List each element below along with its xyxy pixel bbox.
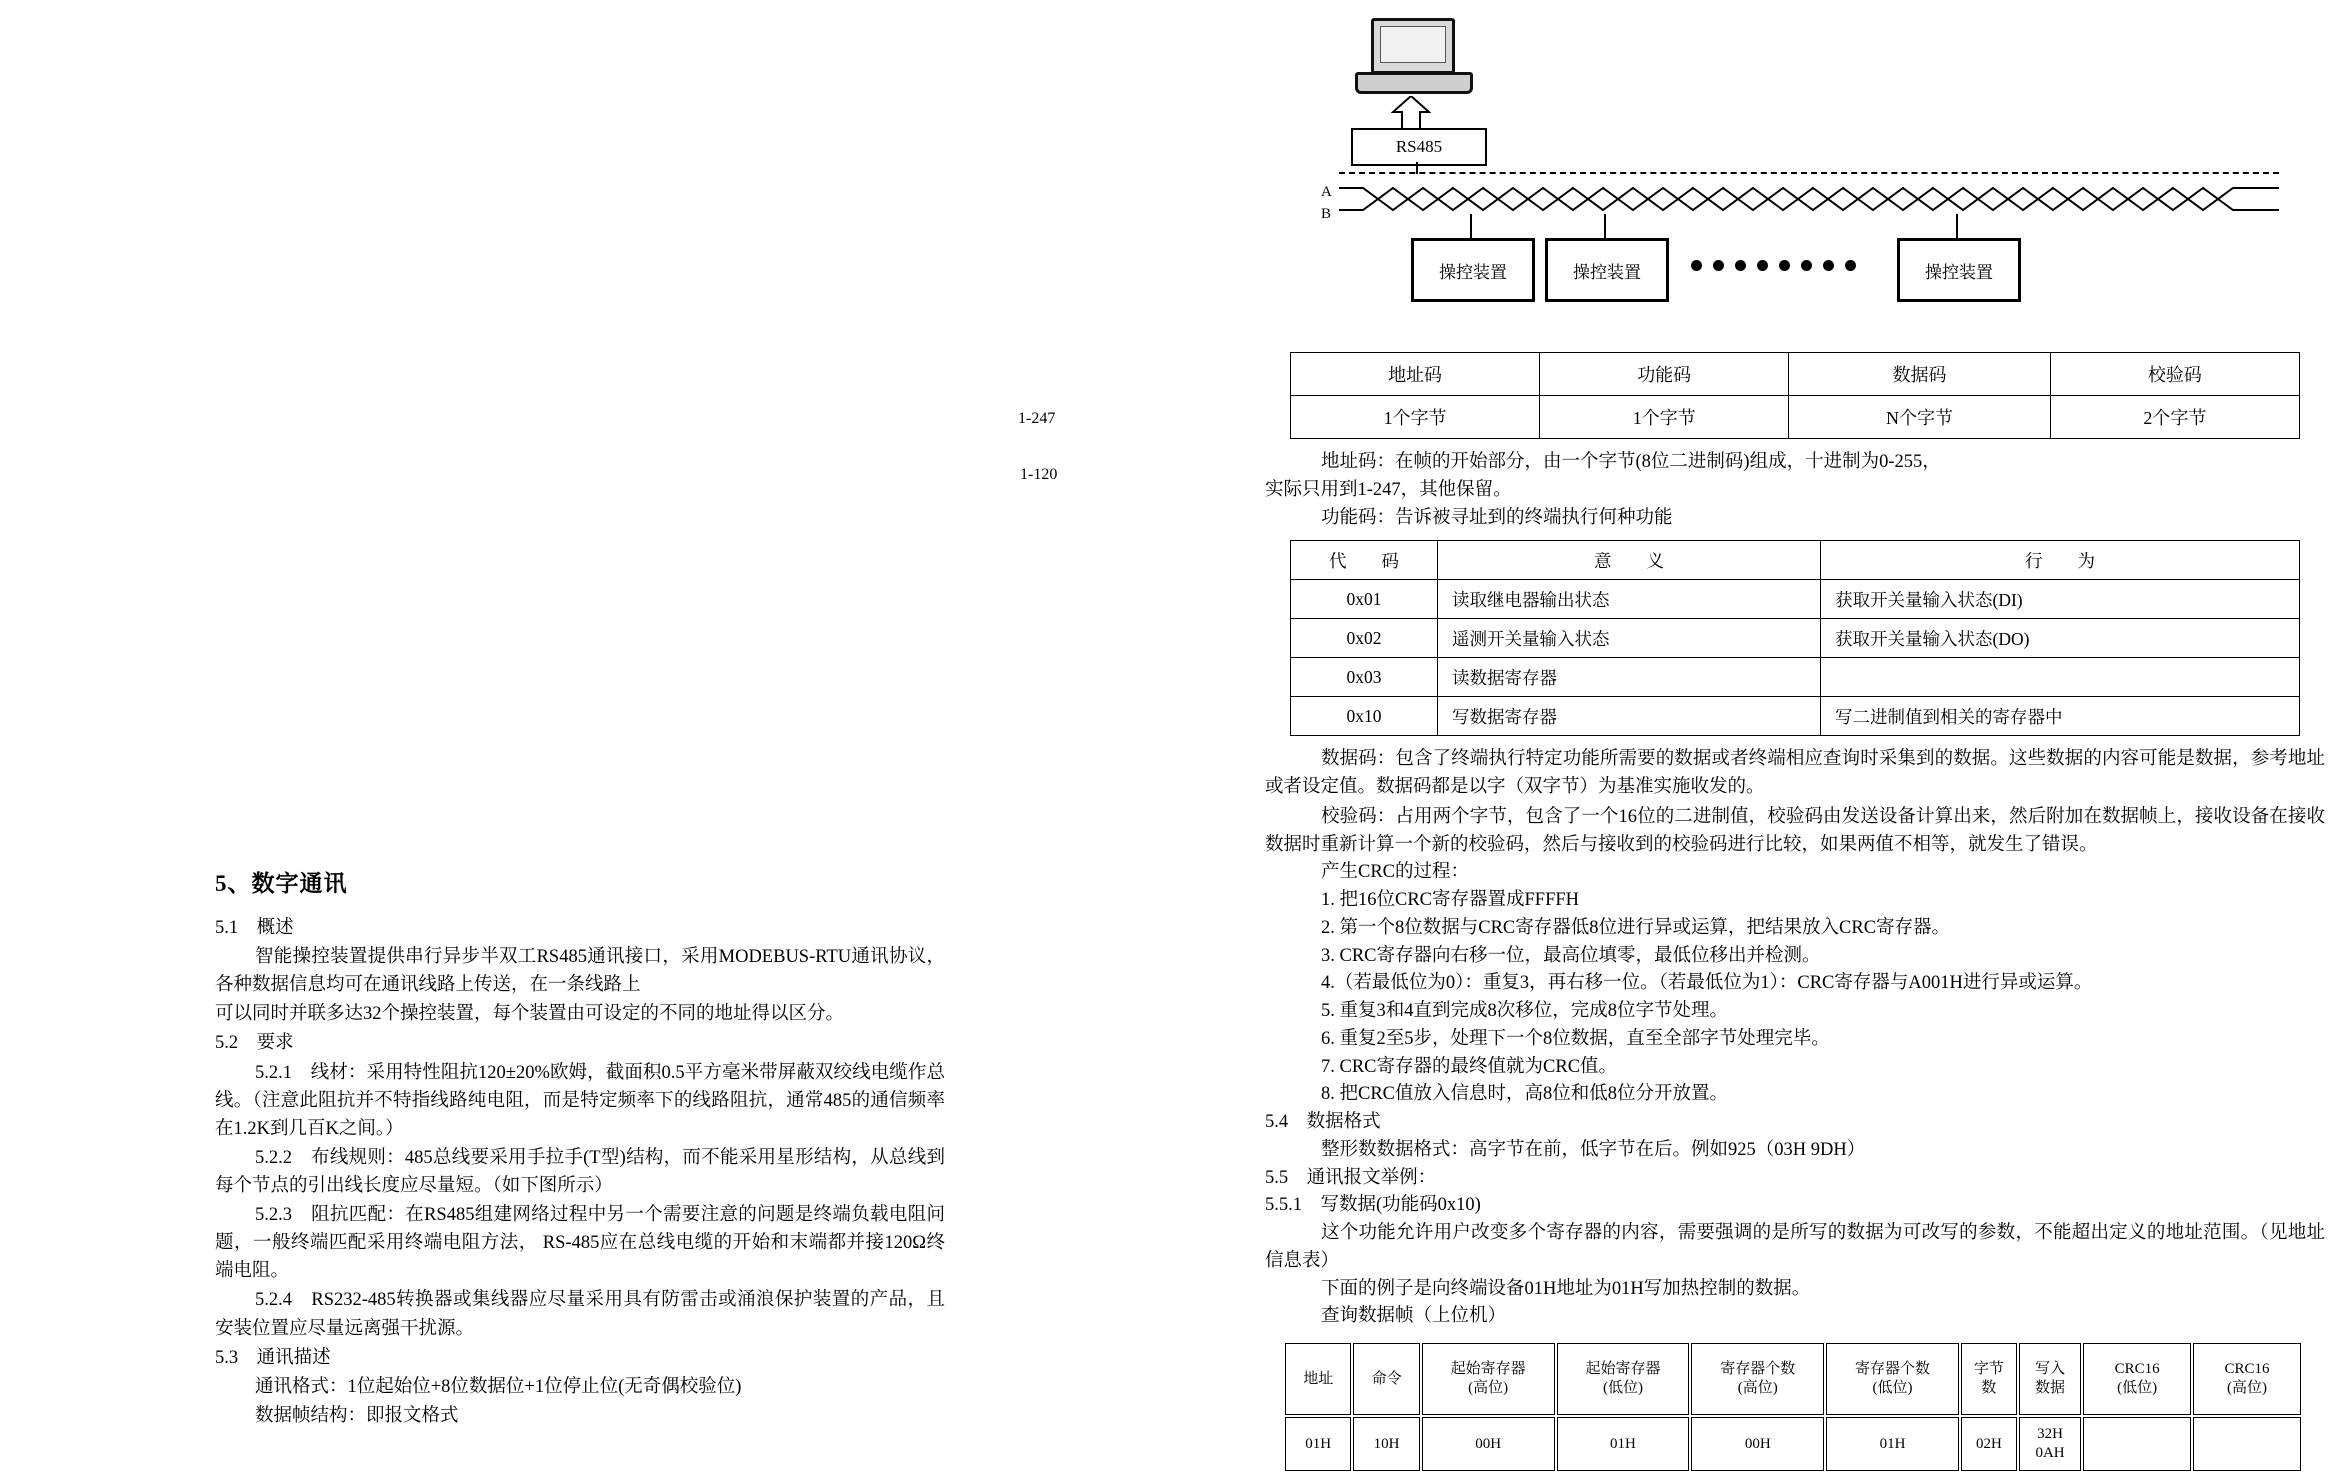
device-box-3: [1897, 238, 2021, 302]
msg-header-4: 寄存器个数 (高位): [1691, 1343, 1824, 1415]
example-title: 5.5 通讯报文举例：: [1265, 1167, 1437, 1188]
msg-value-8: [2083, 1417, 2191, 1471]
code-header-2: 行 为: [1821, 541, 2300, 580]
device-box-1: [1411, 238, 1535, 302]
table-row: [1285, 1343, 2301, 1415]
msg-value-7: 32H 0AH: [2019, 1417, 2081, 1471]
right-content-column: [1265, 0, 2325, 1473]
example-paragraph-1: 这个功能允许用户改变多个寄存器的内容，需要强调的是所写的数据为可改写的参数，不能超出定义的地址范围。（见地址信息表）: [1265, 1223, 2325, 1271]
paragraph-overview-heading: 5.1 概述: [215, 918, 294, 938]
code-header-0: 代 码: [1291, 541, 1438, 580]
msg-value-3: 01H: [1557, 1417, 1690, 1471]
paragraph-overview-1: 智能操控装置提供串行异步半双工RS485通讯接口，采用MODEBUS-RTU通讯协议，各种数据信息均可在通讯线路上传送，在一条线路上: [215, 947, 945, 996]
code-cell-2-1: 读数据寄存器: [1438, 658, 1821, 697]
function-code-table: [1290, 540, 2300, 736]
crc-process-title: 产生CRC的过程：: [1321, 862, 1470, 883]
msg-header-6: 字节 数: [1961, 1343, 2017, 1415]
device-label-3: 操控装置: [1925, 262, 1993, 282]
device-stem-1: [1470, 214, 1472, 238]
device-stem-3: [1956, 214, 1958, 238]
crc-step-8: 8. 把CRC值放入信息时，高8位和低8位分开放置。: [1321, 1084, 1729, 1105]
frame-value-0: 1个字节: [1291, 396, 1540, 439]
msg-header-5: 寄存器个数 (低位): [1826, 1343, 1959, 1415]
msg-value-1: 10H: [1353, 1417, 1419, 1471]
paragraph-req-523: 5.2.3 阻抗匹配：在RS485组建网络过程中另一个需要注意的问题是终端负载电阻问题，一般终端匹配采用终端电阻方法， RS-485应在总线电缆的开始和末端都并接120Ω终端电阻。: [215, 1205, 945, 1282]
table-row: [1285, 1417, 2301, 1471]
code-cell-3-2: 写二进制值到相关的寄存器中: [1821, 697, 2300, 736]
address-code-line1: 地址码：在帧的开始部分，由一个字节(8位二进制码)组成，十进制为0-255，: [1321, 452, 1941, 472]
device-box-2: [1545, 238, 1669, 302]
computer-base: [1355, 72, 1473, 94]
margin-note-address-range: 1-247: [1018, 410, 1056, 427]
code-cell-1-1: 遥测开关量输入状态: [1438, 619, 1821, 658]
frame-value-2: N个字节: [1789, 396, 2051, 439]
device-row: [1339, 238, 2279, 308]
frame-header-0: 地址码: [1291, 353, 1540, 396]
msg-value-0: 01H: [1285, 1417, 1351, 1471]
code-cell-3-1: 写数据寄存器: [1438, 697, 1821, 736]
ab-line-labels: [1321, 182, 1332, 226]
paragraph-comm-desc-heading: 5.3 通讯描述: [215, 1347, 331, 1368]
paragraph-requirements-heading: 5.2 要求: [215, 1033, 294, 1054]
line-a-label: A: [1321, 184, 1332, 200]
left-text-column: [215, 865, 945, 1430]
code-cell-0-1: 读取继电器输出状态: [1438, 580, 1821, 619]
msg-header-7: 写入 数据: [2019, 1343, 2081, 1415]
code-cell-2-0: 0x03: [1291, 658, 1438, 697]
paragraph-req-524: 5.2.4 RS232-485转换器或集线器应尽量采用具有防雷击或涌浪保护装置的产品，且安装位置应尽量远离强干扰源。: [215, 1290, 945, 1339]
crc-step-7: 7. CRC寄存器的最终值就为CRC值。: [1321, 1056, 1618, 1077]
crc-step-1: 1. 把16位CRC寄存器置成FFFFH: [1321, 890, 1580, 910]
frame-value-3: 2个字节: [2050, 396, 2299, 439]
table-row: [1291, 619, 2300, 658]
msg-value-2: 00H: [1422, 1417, 1555, 1471]
paragraph-overview-2: 可以同时并联多达32个操控装置，每个装置由可设定的不同的地址得以区分。: [215, 1004, 845, 1025]
address-code-line2: 实际只用到1-247，其他保留。: [1265, 479, 1512, 500]
monitor-screen: [1371, 18, 1455, 74]
device-label-2: 操控装置: [1573, 262, 1641, 282]
crc-step-6: 6. 重复2至5步，处理下一个8位数据，直至全部字节处理完毕。: [1321, 1028, 1830, 1049]
msg-header-2: 起始寄存器 (高位): [1422, 1343, 1555, 1415]
paragraph-frame-structure: 数据帧结构：即报文格式: [255, 1405, 459, 1426]
function-code-line: 功能码：告诉被寻址到的终端执行何种功能: [1321, 507, 1673, 528]
device-stem-2: [1604, 214, 1606, 238]
computer-icon: [1355, 18, 1467, 94]
msg-header-0: 地址: [1285, 1343, 1351, 1415]
frame-structure-table: [1290, 352, 2300, 439]
crc-step-5: 5. 重复3和4直到完成8次移位，完成8位字节处理。: [1321, 1001, 1729, 1021]
code-cell-3-0: 0x10: [1291, 697, 1438, 736]
frame-header-2: 数据码: [1789, 353, 2051, 396]
frame-value-1: 1个字节: [1540, 396, 1789, 439]
frame-header-1: 功能码: [1540, 353, 1789, 396]
data-code-paragraph: 数据码：包含了终端执行特定功能所需要的数据或者终端相应查询时采集到的数据。这些数据的内容可能是数据，参考地址或者设定值。数据码都是以字（双字节）为基准实施收发的。: [1265, 749, 2325, 797]
crc-step-4: 4.（若最低位为0）：重复3，再右移一位。（若最低位为1）：CRC寄存器与A001H进行异或运算。: [1321, 973, 2093, 994]
paragraph-comm-format: 通讯格式：1位起始位+8位数据位+1位停止位(无奇偶校验位): [255, 1376, 742, 1397]
crc-paragraph: 校验码：占用两个字节，包含了一个16位的二进制值，校验码由发送设备计算出来，然后附加在数据帧上，接收设备在接收数据时重新计算一个新的校验码，然后与接收到的校验码进行比较，如果两值不相等，就发生了错误。: [1265, 806, 2325, 855]
table-row: [1291, 541, 2300, 580]
msg-header-9: CRC16 (高位): [2193, 1343, 2301, 1415]
table-row: [1291, 658, 2300, 697]
example-paragraph-3: 查询数据帧（上位机）: [1321, 1306, 1507, 1327]
msg-header-1: 命令: [1353, 1343, 1419, 1415]
margin-note-data-range: 1-120: [1020, 466, 1058, 483]
code-cell-2-2: [1821, 658, 2300, 697]
crc-step-3: 3. CRC寄存器向右移一位，最高位填零，最低位移出并检测。: [1321, 945, 1821, 966]
code-cell-0-2: 获取开关量输入状态(DI): [1821, 580, 2300, 619]
code-cell-1-2: 获取开关量输入状态(DO): [1821, 619, 2300, 658]
code-cell-1-0: 0x02: [1291, 619, 1438, 658]
msg-value-6: 02H: [1961, 1417, 2017, 1471]
example-paragraph-2: 下面的例子是向终端设备01H地址为01H写加热控制的数据。: [1321, 1278, 1811, 1299]
crc-step-2: 2. 第一个8位数据与CRC寄存器低8位进行异或运算，把结果放入CRC寄存器。: [1321, 917, 1951, 938]
paragraph-req-522: 5.2.2 布线规则：485总线要采用手拉手(T型)结构，而不能采用星形结构，从总线到每个节点的引出线长度应尽量短。（如下图所示）: [215, 1147, 945, 1196]
msg-header-8: CRC16 (低位): [2083, 1343, 2191, 1415]
table-row: [1291, 353, 2300, 396]
rs485-network-diagram: [1265, 0, 2325, 352]
data-format-line: 整形数数据格式：高字节在前，低字节在后。例如925（03H 9DH）: [1321, 1139, 1866, 1160]
table-row: [1291, 580, 2300, 619]
bus-dashed-line: [1339, 172, 2279, 174]
ellipsis-dots: [1691, 260, 1856, 271]
twisted-pair-graphic: [1339, 182, 2279, 216]
rs485-converter-box: [1351, 128, 1487, 166]
code-header-1: 意 义: [1438, 541, 1821, 580]
example-subtitle: 5.5.1 写数据(功能码0x10): [1265, 1195, 1481, 1216]
rs485-label: RS485: [1395, 137, 1443, 156]
table-row: [1291, 396, 2300, 439]
msg-value-4: 00H: [1691, 1417, 1824, 1471]
code-cell-0-0: 0x01: [1291, 580, 1438, 619]
data-format-title: 5.4 数据格式: [1265, 1112, 1381, 1132]
table-row: [1291, 697, 2300, 736]
query-frame-table: [1283, 1341, 2303, 1473]
line-b-label: B: [1321, 205, 1332, 222]
frame-header-3: 校验码: [2050, 353, 2299, 396]
msg-value-5: 01H: [1826, 1417, 1959, 1471]
msg-header-3: 起始寄存器 (低位): [1557, 1343, 1690, 1415]
paragraph-req-521: 5.2.1 线材：采用特性阻抗120±20%欧姆，截面积0.5平方毫米带屏蔽双绞线电缆作总线。（注意此阻抗并不特指线路纯电阻，而是特定频率下的线路阻抗，通常485的通信频率在1.2K到几百K之间。）: [215, 1062, 945, 1139]
device-label-1: 操控装置: [1439, 262, 1507, 282]
section-title: 5、数字通讯: [215, 871, 348, 896]
msg-value-9: [2193, 1417, 2301, 1471]
